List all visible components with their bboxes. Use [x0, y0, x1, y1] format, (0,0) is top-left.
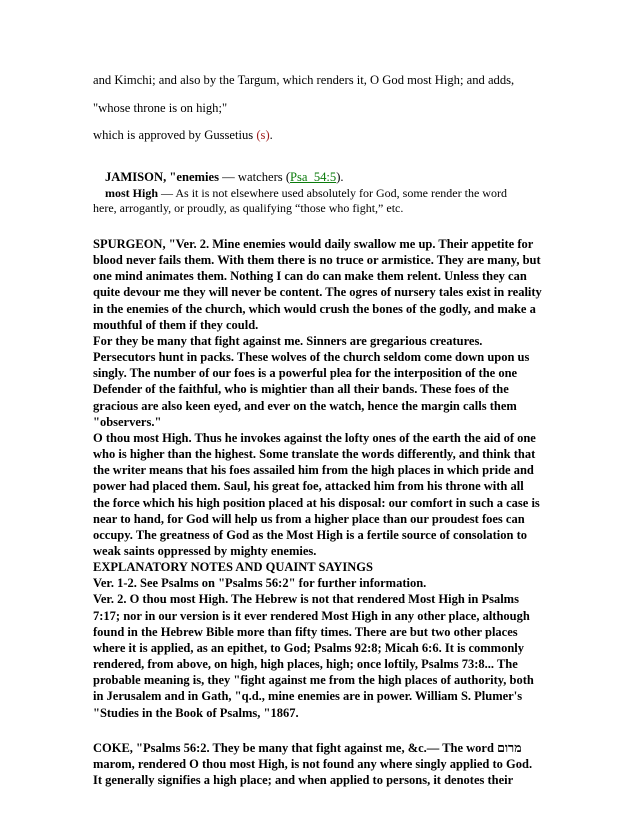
spurgeon-line: found in the Hebrew Bible more than fifty times. There are but two other places: [93, 624, 518, 639]
spurgeon-line: weak saints oppressed by mighty enemies.: [93, 543, 317, 558]
spurgeon-line: power had placed them. Saul, his great foe, attacked him from his throne with all: [93, 479, 524, 494]
spurgeon-line: quite devour me they will never be content. The ogres of nursery tales exist in reality: [93, 285, 542, 300]
jamison-dash: — watchers (: [219, 170, 291, 184]
spurgeon-line: in Jerusalem and in Gath, "q.d., mine enemies are in power. William S. Plumer's: [93, 689, 523, 704]
spurgeon-line: SPURGEON, "Ver. 2. Mine enemies would daily swallow me up. Their appetite for: [93, 237, 534, 251]
spurgeon-line: one mind animates them. Nothing I can do can make them relent. Unless they can: [93, 269, 527, 284]
spurgeon-line: Ver. 1-2. See Psalms on "Psalms 56:2" for further information.: [93, 576, 427, 591]
intro-line-1: and Kimchi; and also by the Targum, which renders it, O God most High; and adds,: [93, 73, 515, 87]
spurgeon-line: "Studies in the Book of Psalms, "1867.: [93, 705, 299, 720]
spurgeon-line: the writer means that his foes assailed him from the high places in which pride and: [93, 463, 534, 478]
spurgeon-line: "observers.": [93, 414, 162, 429]
spurgeon-line: Defender of the faithful, who is mightier than all their bands. These foes of the: [93, 382, 509, 397]
jamison-heading: [105, 170, 344, 185]
coke-line-3: It generally signifies a high place; and when applied to persons, it denotes their: [93, 773, 514, 787]
jamison-most-high-line-2: here, arrogantly, or proudly, as qualifying “those who fight,” etc.: [93, 201, 404, 215]
spurgeon-line: gracious are also keen eyed, and ever on the watch, hence the margin calls them: [93, 398, 517, 413]
jamison-most-high-label: most High: [105, 186, 159, 200]
spurgeon-line: near to hand, for God will help us from a higher place than our proudest foes can: [93, 511, 525, 526]
intro-line-3-text: which is approved by Gussetius: [93, 128, 257, 142]
spurgeon-block: [93, 236, 553, 721]
coke-line-1: COKE, "Psalms 56:2. They be many that fight against me, &c.— The word מרום: [93, 741, 522, 755]
spurgeon-line: occupy. The greatness of God as the Most High is a fertile source of consolation to: [93, 527, 528, 542]
spurgeon-line: blood never fails them. With them there is no truce or armistice. They are many, but: [93, 253, 541, 268]
jamison-scripture-link[interactable]: Psa_54:5: [290, 170, 337, 184]
spurgeon-line: singly. The number of our foes is a powerful plea for the interposition of the one: [93, 366, 518, 381]
spurgeon-line: For they be many that fight against me. Sinners are gregarious creatures.: [93, 333, 483, 348]
jamison-most-high-line-1: [105, 186, 507, 201]
spurgeon-line: probable meaning is, they "fight against me from the high places of authority, both: [93, 673, 534, 688]
spurgeon-line: 7:17; nor in our version is it ever rendered Most High in any other place, although: [93, 608, 530, 623]
spurgeon-line: where it is applied, as an epithet, to God; Psalms 92:8; Micah 6:6. It is commonly: [93, 640, 525, 655]
spurgeon-line: Ver. 2. O thou most High. The Hebrew is not that rendered Most High in Psalms: [93, 592, 519, 607]
jamison-most-high-text: — As it is not elsewhere used absolutely for God, some render the word: [158, 186, 507, 200]
coke-line-2: marom, rendered O thou most High, is not found any where singly applied to God.: [93, 757, 533, 771]
jamison-label: JAMISON, "enemies: [105, 170, 220, 184]
intro-line-3-end: .: [269, 128, 273, 142]
intro-line-3: [93, 128, 273, 143]
spurgeon-line: who is higher than the highest. Some translate the words differently, and think that: [93, 447, 536, 462]
footnote-ref-s[interactable]: (s): [256, 128, 270, 142]
spurgeon-line: O thou most High. Thus he invokes against the lofty ones of the earth the aid of one: [93, 430, 536, 445]
spurgeon-line: rendered, from above, on high, high places, high; once loftily, Psalms 73:8... The: [93, 657, 518, 672]
spurgeon-line: in the enemies of the church, which would crush the bones of the godly, and make a: [93, 301, 536, 316]
spurgeon-line: EXPLANATORY NOTES AND QUAINT SAYINGS: [93, 560, 373, 575]
intro-line-2: "whose throne is on high;": [93, 101, 228, 115]
jamison-end: ).: [336, 170, 344, 184]
spurgeon-line: Persecutors hunt in packs. These wolves of the church seldom come down upon us: [93, 350, 530, 365]
spurgeon-line: the force which his high position placed at his disposal: our comfort in such a case is: [93, 495, 540, 510]
spurgeon-line: mouthful of them if they could.: [93, 317, 259, 332]
